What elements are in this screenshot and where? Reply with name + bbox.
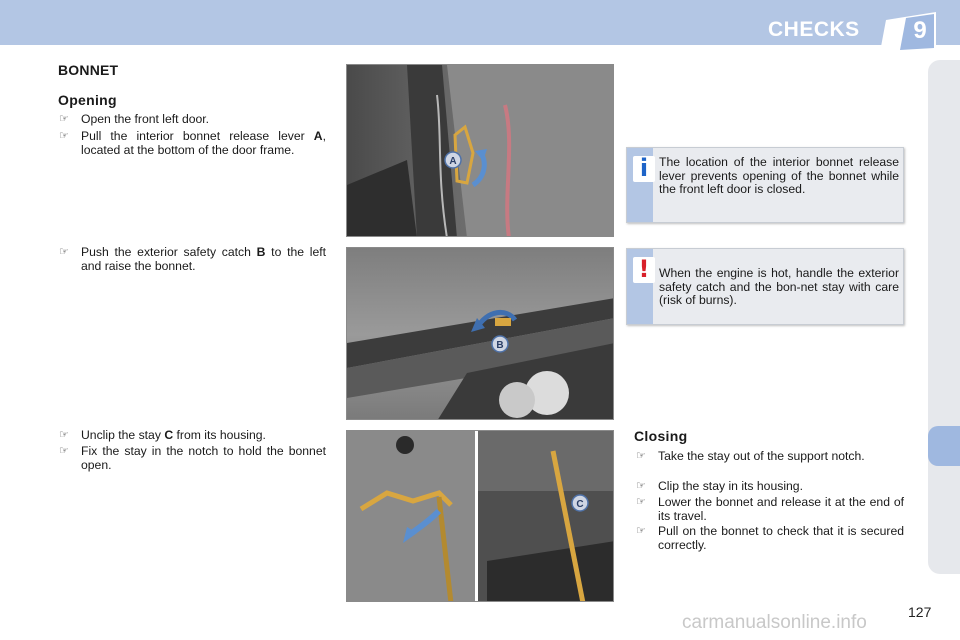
info-note-text: The location of the interior bonnet release lever prevents opening of the bonnet while the front left door is closed. — [659, 155, 899, 196]
info-note — [626, 147, 904, 223]
info-icon: i — [639, 154, 649, 182]
watermark: carmanualsonline.info — [682, 612, 867, 633]
section-title: BONNET — [58, 62, 119, 78]
pointing-hand-icon: ☞ — [59, 429, 69, 441]
opening-step-2: ☞ Pull the interior bonnet release lever A, located at the bottom of the door frame. — [59, 129, 326, 157]
chapter-title: CHECKS — [768, 18, 860, 41]
pointing-hand-icon: ☞ — [636, 496, 646, 508]
stay-label: C — [164, 428, 174, 442]
chapter-rail — [928, 60, 960, 574]
page-number: 127 — [908, 604, 932, 620]
closing-step-2: ☞ Clip the stay in its housing. — [636, 479, 803, 493]
photo-bonnet-stay — [346, 430, 614, 602]
closing-step-1: ☞ Take the stay out of the support notch. — [636, 449, 865, 463]
pointing-hand-icon: ☞ — [59, 246, 69, 258]
photo-interior-release-lever — [346, 64, 614, 237]
warning-icon-wrap — [633, 257, 655, 283]
pointing-hand-icon: ☞ — [59, 113, 69, 125]
warning-note — [626, 248, 904, 325]
pointing-hand-icon: ☞ — [636, 525, 646, 537]
info-icon-wrap — [633, 156, 655, 182]
closing-step-4: ☞ Pull on the bonnet to check that it is secured correctly. — [636, 524, 904, 552]
lever-callout-label: A — [449, 156, 457, 167]
closing-title: Closing — [634, 428, 688, 444]
catch-label: B — [256, 245, 266, 259]
opening-step-4: ☞ Unclip the stay C from its housing. — [59, 428, 266, 442]
opening-step-3: ☞ Push the exterior safety catch B to the left and raise the bonnet. — [59, 245, 326, 273]
pointing-hand-icon: ☞ — [636, 480, 646, 492]
pointing-hand-icon: ☞ — [59, 130, 69, 142]
opening-step-1 — [59, 112, 326, 127]
opening-step-5: ☞ Fix the stay in the notch to hold the bonnet open. — [59, 444, 326, 472]
pointing-hand-icon: ☞ — [636, 450, 646, 462]
warning-note-text: When the engine is hot, handle the exterior safety catch and the bon-net stay with care (risk of burns). — [659, 266, 899, 307]
closing-step-3: ☞ Lower the bonnet and release it at the end of its travel. — [636, 495, 904, 523]
chapter-number: 9 — [913, 17, 927, 44]
opening-title: Opening — [58, 92, 117, 108]
warning-icon: ! — [638, 255, 650, 283]
bullet-text: Open the front left door. — [81, 112, 210, 126]
stay-callout-label: C — [576, 499, 584, 510]
photo-exterior-safety-catch — [346, 247, 614, 420]
catch-callout-label: B — [496, 340, 504, 351]
chapter-rail-active-tab[interactable] — [928, 426, 960, 466]
pointing-hand-icon: ☞ — [59, 445, 69, 457]
lever-label: A — [313, 129, 323, 143]
